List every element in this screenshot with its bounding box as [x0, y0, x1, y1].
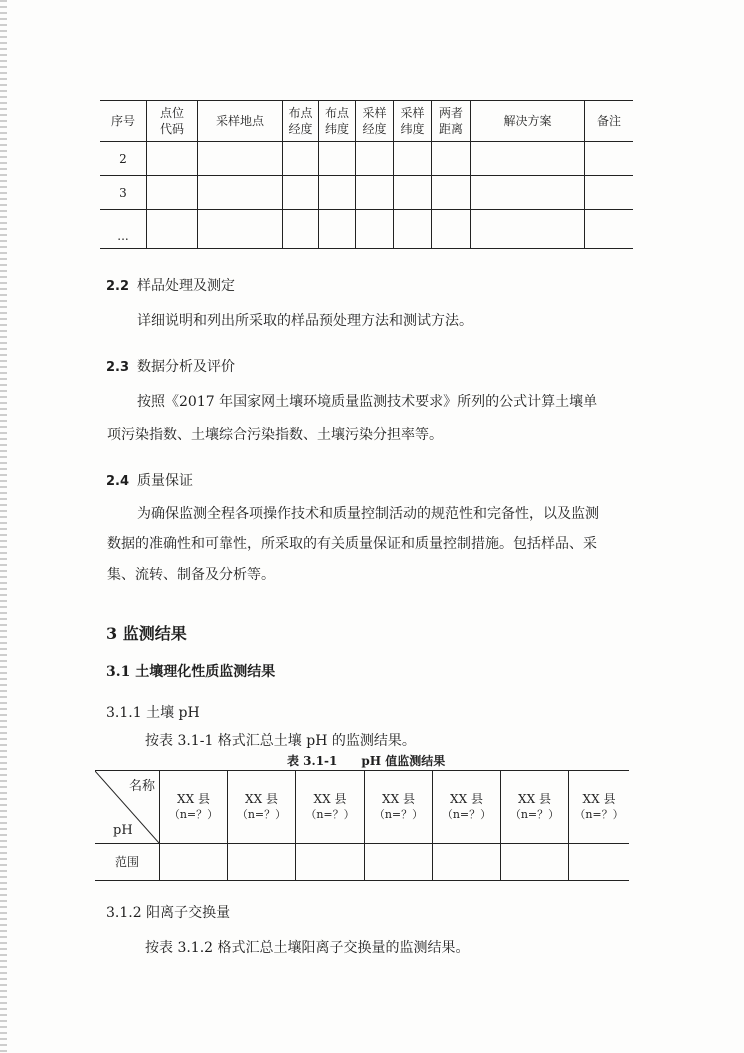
diagonal-header-cell	[95, 771, 160, 844]
county-name: XX 县	[518, 792, 551, 806]
section-number: 2.2	[106, 279, 130, 294]
header-cell: 采样地点	[198, 101, 283, 142]
subsection-heading: 3.1.2 阳离子交换量	[106, 905, 231, 921]
county-name: XX 县	[177, 792, 210, 806]
table-row	[100, 176, 633, 210]
paragraph-line: 项污染指数、土壤综合污染指数、土壤污染分担率等。	[107, 427, 443, 443]
row-number: ...	[100, 210, 147, 249]
county-name: XX 县	[450, 792, 483, 806]
county-header	[433, 771, 501, 844]
row-label: 范围	[95, 844, 160, 881]
county-header	[228, 771, 296, 844]
header-cell: 布点 经度	[283, 101, 319, 142]
scan-edge	[0, 0, 7, 1053]
header-cell: 备注	[585, 101, 634, 142]
table-row	[100, 142, 633, 176]
paragraph: 详细说明和列出所采取的样品预处理方法和测试方法。	[137, 313, 473, 329]
county-count: （n=？）	[373, 808, 424, 821]
county-count: （n=？）	[441, 808, 492, 821]
paragraph: 按表 3.1.2 格式汇总土壤阳离子交换量的监测结果。	[145, 940, 470, 956]
section-title: 质量保证	[137, 473, 194, 489]
paragraph: 按表 3.1-1 格式汇总土壤 pH 的监测结果。	[145, 733, 416, 749]
chapter-heading: 3 监测结果	[106, 624, 187, 643]
header-cell: 采样 经度	[356, 101, 394, 142]
header-cell: 解决方案	[471, 101, 585, 142]
county-count: （n=？）	[509, 808, 560, 821]
county-header	[160, 771, 228, 844]
paragraph-line: 按照《2017 年国家网土壤环境质量监测技术要求》所列的公式计算土壤单	[137, 394, 598, 410]
county-count: （n=？）	[305, 808, 355, 821]
county-count: （n=？）	[236, 808, 287, 821]
county-count: （n=？）	[574, 808, 624, 821]
ph-result-table	[95, 770, 629, 881]
table-header-row	[100, 101, 633, 142]
table-header-row	[95, 771, 629, 844]
header-cell: 布点 纬度	[319, 101, 356, 142]
paragraph-line: 为确保监测全程各项操作技术和质量控制活动的规范性和完备性，以及监测	[137, 506, 599, 522]
county-header	[501, 771, 569, 844]
table-row	[95, 844, 629, 881]
county-header	[365, 771, 433, 844]
county-header	[296, 771, 365, 844]
county-name: XX 县	[313, 792, 347, 806]
table-caption	[287, 752, 445, 769]
header-cell: 序号	[100, 101, 147, 142]
paragraph-line: 集、流转、制备及分析等。	[107, 567, 275, 583]
header-cell: 采样 纬度	[394, 101, 432, 142]
table-caption-number: 表 3.1-1	[287, 754, 338, 768]
table-caption-title: pH 值监测结果	[361, 754, 446, 768]
header-cell: 点位 代码	[147, 101, 198, 142]
header-cell: 两者 距离	[432, 101, 471, 142]
table-row	[100, 210, 633, 249]
county-count: （n=？）	[168, 808, 219, 821]
subsection-heading: 3.1.1 土壤 pH	[106, 705, 200, 721]
county-name: XX 县	[582, 792, 616, 806]
corner-label-ph: pH	[113, 823, 133, 838]
sampling-point-table	[100, 100, 633, 249]
section-number: 2.4	[106, 474, 130, 489]
corner-label-name: 名称	[128, 779, 155, 794]
row-number: 3	[100, 176, 147, 210]
paragraph-line: 数据的准确性和可靠性，所采取的有关质量保证和质量控制措施。包括样品、采	[107, 536, 597, 552]
section-number: 2.3	[106, 360, 130, 375]
section-heading: 3.1 土壤理化性质监测结果	[106, 664, 276, 680]
county-name: XX 县	[245, 792, 278, 806]
section-heading	[106, 356, 235, 376]
county-header	[569, 771, 630, 844]
section-title: 样品处理及测定	[137, 278, 236, 294]
section-title: 数据分析及评价	[137, 359, 236, 375]
section-heading	[106, 275, 235, 295]
row-number: 2	[100, 142, 147, 176]
county-name: XX 县	[382, 792, 415, 806]
section-heading	[106, 470, 193, 490]
